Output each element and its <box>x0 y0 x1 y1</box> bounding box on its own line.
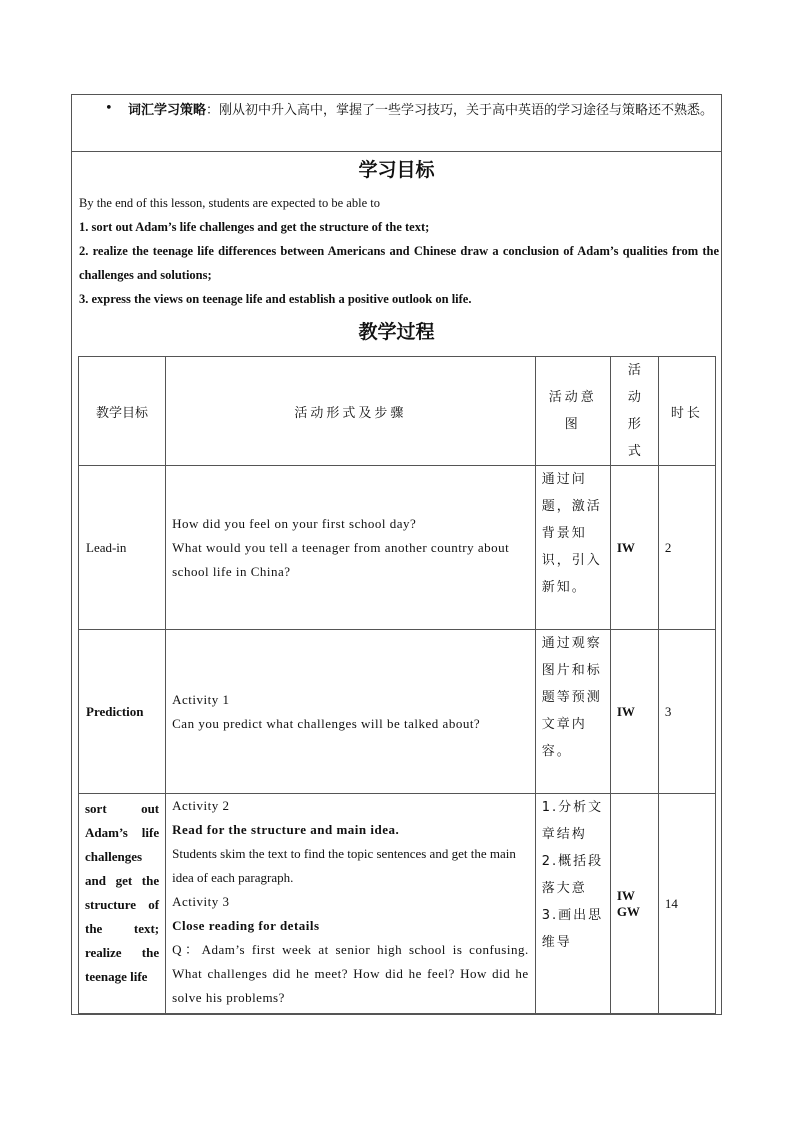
header-time: 时长 <box>658 357 715 466</box>
header-activity: 活动形式及步骤 <box>166 357 536 466</box>
strategy-label: 词汇学习策略 <box>128 103 207 118</box>
time-cell: 14 <box>658 794 715 1014</box>
activity-cell: Activity 2 Read for the structure and main idea. Students skim the text to find the topic sentences and get the main idea of each paragraph. Activity 3 Close reading for details Q：Adam’s first week at senior high school is confusing. What challenges did he meet? How did he feel? How did he solve his problems? <box>166 794 536 1014</box>
activity-cell: How did you feel on your first school day? What would you tell a teenager from another country about school life in China? <box>166 466 536 630</box>
objective-item-2: 2. realize the teenage life differences between Americans and Chinese draw a conclusion of Adam’s qualities from the challenges and solutions; <box>79 244 719 282</box>
stage-cell: Prediction <box>79 630 166 794</box>
table-header-row <box>79 357 716 466</box>
header-goal: 教学目标 <box>79 357 166 466</box>
intent-cell: 通过问题，激活背景知识，引入新知。 <box>535 466 610 630</box>
process-table <box>78 356 716 1014</box>
table-row <box>79 630 716 794</box>
bullet-icon: • <box>105 101 113 116</box>
table-row <box>79 794 716 1014</box>
stage-cell: Lead-in <box>79 466 166 630</box>
table-row <box>79 466 716 630</box>
activity-cell: Activity 1 Can you predict what challenges will be talked about? <box>166 630 536 794</box>
strategy-text <box>128 98 720 124</box>
header-form: 活动形式 <box>610 357 658 466</box>
time-cell: 3 <box>658 630 715 794</box>
objective-item-3: 3. express the views on teenage life and establish a positive outlook on life. <box>79 292 472 306</box>
objective-item-1: 1. sort out Adam’s life challenges and get the structure of the text; <box>79 220 430 234</box>
intent-cell: 通过观察图片和标题等预测文章内容。 <box>535 630 610 794</box>
header-intent: 活动意图 <box>535 357 610 466</box>
objectives-section <box>79 191 719 311</box>
strategy-body: ：刚从初中升入高中，掌握了一些学习技巧，关于高中英语的学习途径与策略还不熟悉。 <box>206 103 714 118</box>
form-cell: IW GW <box>610 794 658 1014</box>
objectives-heading: 学习目标 <box>358 159 435 181</box>
intent-cell: 1.分析文章结构 2.概括段落大意 3.画出思维导 <box>535 794 610 1014</box>
process-heading: 教学过程 <box>358 321 435 343</box>
stage-cell: sort out Adam’s life challenges and get the structure of the text; realize the teenage life <box>79 794 166 1014</box>
form-cell: IW <box>610 630 658 794</box>
objectives-intro: By the end of this lesson, students are expected to be able to <box>79 196 380 210</box>
form-cell: IW <box>610 466 658 630</box>
strategy-row <box>72 95 721 152</box>
document-frame <box>71 94 722 1015</box>
time-cell: 2 <box>658 466 715 630</box>
